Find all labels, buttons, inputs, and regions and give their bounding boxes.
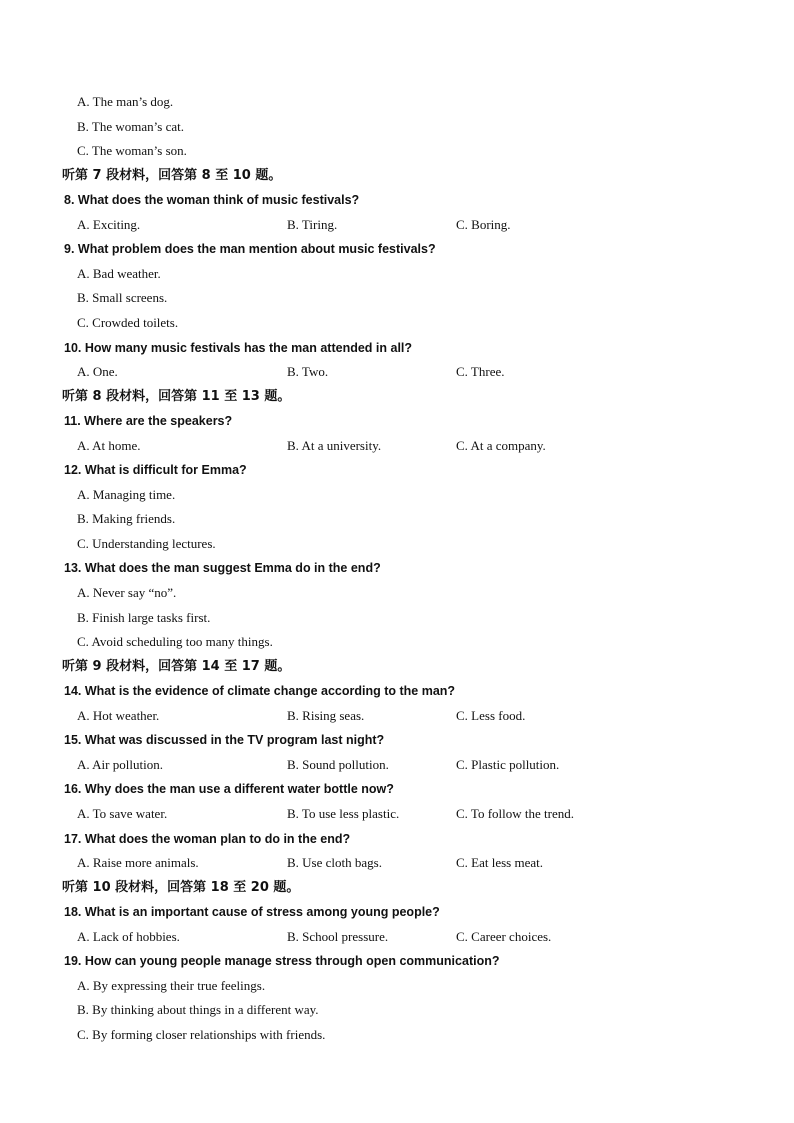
answer-option: A. Hot weather. [77, 707, 160, 723]
option-row [0, 704, 794, 728]
answer-option: A. Raise more animals. [77, 855, 199, 871]
option-row [0, 311, 794, 335]
answer-option: C. Less food. [456, 707, 526, 723]
option-row [0, 139, 794, 163]
answer-option: C. Boring. [456, 216, 511, 232]
question-text: 9. What problem does the man mention about music festivals? [64, 242, 436, 257]
option-row [0, 851, 794, 875]
question-text: 15. What was discussed in the TV program last night? [64, 733, 385, 748]
option-row [0, 507, 794, 531]
answer-option: C. Plastic pollution. [456, 756, 560, 772]
answer-option: B. Making friends. [77, 511, 176, 527]
question-text: 16. Why does the man use a different water bottle now? [64, 782, 394, 797]
question-text: 14. What is the evidence of climate change according to the man? [64, 684, 456, 699]
answer-option: C. To follow the trend. [456, 805, 575, 821]
answer-option: B. Small screens. [77, 290, 168, 306]
question-text: 8. What does the woman think of music festivals? [64, 193, 360, 208]
answer-option: C. Three. [456, 364, 505, 380]
answer-option: B. Rising seas. [287, 707, 365, 723]
option-row [0, 286, 794, 310]
answer-option: C. Crowded toilets. [77, 314, 179, 330]
answer-option: A. At home. [77, 437, 141, 453]
option-row [0, 998, 794, 1022]
answer-option: C. Avoid scheduling too many things. [77, 634, 273, 650]
answer-option: C. By forming closer relationships with friends. [77, 1026, 326, 1042]
answer-option: B. At a university. [287, 437, 382, 453]
answer-option: B. Tiring. [287, 216, 338, 232]
section-instruction: 听第 8 段材料，回答第 11 至 13 题。 [62, 388, 291, 404]
answer-option: A. The man’s dog. [77, 94, 174, 109]
answer-option: A. Exciting. [77, 216, 141, 232]
answer-option: B. Finish large tasks first. [77, 609, 211, 625]
answer-option: C. Eat less meat. [456, 855, 544, 871]
answer-option: B. The woman’s cat. [77, 118, 184, 134]
question-text: 11. Where are the speakers? [64, 414, 233, 429]
option-row [0, 925, 794, 949]
answer-option: B. Sound pollution. [287, 756, 389, 772]
option-row [0, 213, 794, 237]
answer-option: C. Career choices. [456, 928, 552, 944]
question-text: 13. What does the man suggest Emma do in the end? [64, 561, 381, 576]
answer-option: B. To use less plastic. [287, 805, 400, 821]
option-row [0, 115, 794, 139]
answer-option: B. Two. [287, 364, 329, 380]
answer-option: A. Air pollution. [77, 756, 163, 772]
question-text: 10. How many music festivals has the man attended in all? [64, 340, 413, 355]
answer-option: A. Bad weather. [77, 265, 161, 281]
answer-option: A. Never say “no”. [77, 585, 177, 600]
answer-option: C. Understanding lectures. [77, 535, 216, 551]
option-row [0, 802, 794, 826]
answer-option: A. Lack of hobbies. [77, 928, 180, 944]
section-instruction: 听第 7 段材料，回答第 8 至 10 题。 [62, 167, 282, 183]
option-row [0, 630, 794, 654]
question-text: 17. What does the woman plan to do in the end? [64, 831, 351, 846]
section-instruction: 听第 9 段材料，回答第 14 至 17 题。 [62, 658, 291, 674]
option-row [0, 483, 794, 507]
option-row [0, 90, 794, 114]
question-text: 18. What is an important cause of stress among young people? [64, 905, 440, 920]
answer-option: B. Use cloth bags. [287, 855, 382, 871]
answer-option: A. One. [77, 364, 118, 380]
answer-option: A. By expressing their true feelings. [77, 977, 266, 993]
question-text: 19. How can young people manage stress through open communication? [64, 954, 500, 969]
option-row [0, 262, 794, 286]
answer-option: A. To save water. [77, 805, 168, 821]
answer-option: B. School pressure. [287, 928, 389, 944]
answer-option: C. At a company. [456, 437, 546, 453]
question-text: 12. What is difficult for Emma? [64, 463, 247, 478]
option-row [0, 974, 794, 998]
option-row [0, 581, 794, 605]
option-row [0, 1023, 794, 1047]
option-row [0, 360, 794, 384]
option-row [0, 434, 794, 458]
option-row [0, 532, 794, 556]
answer-option: A. Managing time. [77, 486, 176, 502]
answer-option: B. By thinking about things in a different way. [77, 1002, 319, 1018]
answer-option: C. The woman’s son. [77, 143, 187, 159]
option-row [0, 606, 794, 630]
section-instruction: 听第 10 段材料，回答第 18 至 20 题。 [62, 879, 300, 895]
option-row [0, 753, 794, 777]
